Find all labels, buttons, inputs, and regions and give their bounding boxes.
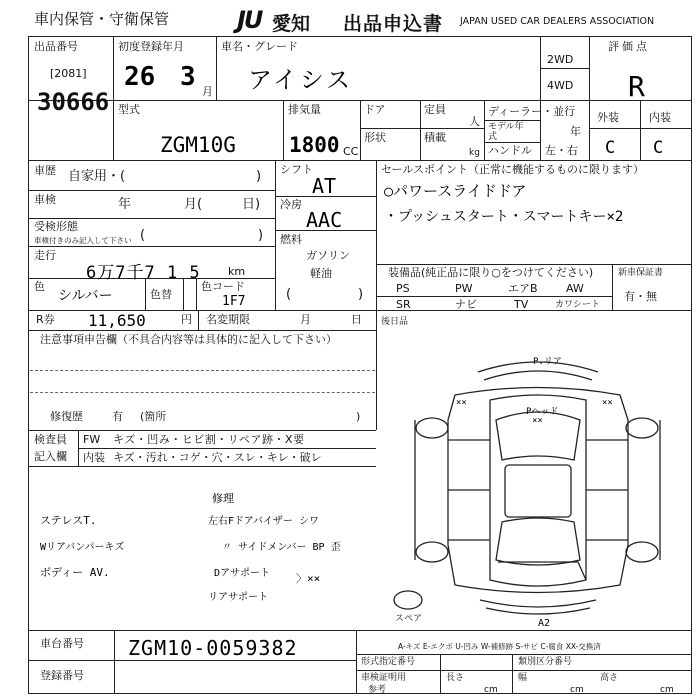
diagram-bottom-label: A2 [538,618,551,629]
color-change-label: 色替 [150,288,172,301]
repair-label: 修復歴 [50,410,83,423]
cm-unit-1: cm [484,685,498,695]
notes-label: 注意事項申告欄（不具合内容等は具体的に記入して下さい） [40,333,337,346]
exterior-damage-items: キズ・凹み・ヒビ割・リペア跡・X要 [113,433,305,446]
interior-label-2: 内装 [83,451,105,464]
tax-label: R券 [36,313,55,326]
fuel-label: 燃料 [280,233,302,246]
capacity-label: 定員 [424,103,446,116]
car-name-label: 車名・グレード [221,40,298,53]
displacement-value: 1800 [289,133,340,157]
inspection-year: 年 [118,197,132,212]
warranty-label: 新車保証書 [618,268,664,278]
score-value: R [628,70,645,103]
form-title: 出品申込書 [343,13,444,35]
interior-grade: C [653,138,664,158]
equip-leather-seat: カワシート [555,300,601,310]
tax-yen: 円 [181,313,192,326]
note-2: 左右Fドアバイザー シワ [208,516,319,527]
equip-aw: AW [566,282,584,295]
damage-legend: A-キズ E-エクボ U-凹み W-補修跡 S-サビ C-腐食 XX-交換済 [398,642,601,651]
shift-value: AT [312,174,337,198]
history-value: 自家用・( [68,169,126,184]
diagram-mid-label: Pヘッド [526,407,559,417]
mileage-value: 6万7千7 1 5 [86,263,201,283]
fuel-paren-open: ( [286,287,292,302]
lot-number: 30666 [37,88,110,116]
doors-label: ドア [364,103,386,116]
equip-pw: PW [455,282,473,295]
mileage-label: 走行 [34,249,56,262]
equipment-label: 装備品(純正品に限り○をつけてください) [388,266,594,279]
color-code-label: 色コード [201,280,245,293]
diagram-xx-right: ×× [602,398,613,408]
drive-2wd: 2WD [547,53,574,66]
spare-label: スペア [395,614,423,624]
lot-sub: [2081] [50,67,87,80]
drive-4wd: 4WD [547,79,574,92]
plate-label: 登録番号 [40,669,84,682]
length-label: 長さ [446,673,465,683]
sales-point-2: ・プッシュスタート・スマートキー×2 [384,209,624,225]
fuel-gasoline: ガソリン [306,249,350,262]
equip-navi: ナビ [455,298,477,311]
load-label: 積載 [424,131,446,144]
repair-paren: (箇所 [140,410,167,423]
first-reg-label: 初度登録年月 [118,40,184,53]
exterior-grade: C [605,138,616,158]
handle-label: ハンドル [488,144,532,157]
history-label: 車歴 [34,164,56,177]
note-7: 〉×× [296,572,321,585]
inspection-label: 車検 [34,193,56,206]
chassis-label: 車台番号 [40,637,84,650]
note-3: Wリアバンパーキズ [40,542,125,553]
fw-label: FW [83,433,101,446]
cm-unit-2: cm [570,685,584,695]
sales-point-1: ○パワースライドドア [384,182,527,200]
note-6: Dアサポート [214,568,271,579]
cc-unit: CC [343,145,359,158]
height-label: 高さ [600,673,619,683]
diagram-rear-label: P.リア [533,357,562,367]
equip-tv: TV [514,298,529,311]
tax-value: 11,650 [88,311,146,330]
ju-logo: JU [237,6,262,34]
chassis-number: ZGM10-0059382 [128,636,298,660]
month-unit: 月 [202,85,213,98]
fuel-diesel: 軽油 [310,267,332,280]
km-unit: km [228,265,246,278]
receive-note: 車検付きのみ記入して下さい [34,236,132,245]
storage-type: 車内保管・守衛保管 [34,10,170,28]
repair-value: 有 [112,410,123,423]
model-code: ZGM10G [160,133,236,157]
inspector-label-2: 記入欄 [34,450,67,463]
receive-label: 受検形態 [34,220,78,233]
sales-points-label: セールスポイント（正常に機能するものに限ります） [381,163,645,176]
ac-label: 冷房 [280,198,302,211]
receive-paren-close: ) [258,228,264,243]
note-8: リアサポート [208,592,268,603]
receive-paren-open: ( [140,228,146,243]
diagram-xx-left: ×× [456,398,467,408]
deadline-day: 日 [351,313,362,326]
interior-damage-items: キズ・汚れ・コゲ・穴・スレ・キレ・破レ [113,451,322,464]
ac-value: AAC [306,208,343,232]
later-items-label: 後日品 [381,317,409,327]
model-label: 型式 [118,103,140,116]
note-4: 〃 サイドメンバー BP 歪 [222,542,341,553]
org-name-jp: 愛知 [272,13,311,35]
deadline-month: 月 [300,313,311,326]
type-designation-label: 形式指定番号 [361,657,416,667]
model-year-label: モデル年式 [488,122,524,142]
lot-label: 出品番号 [34,40,78,53]
width-label: 幅 [518,673,528,683]
shift-label: シフト [280,163,313,176]
exterior-label: 外装 [597,111,619,124]
car-name: アイシス [248,66,354,94]
inspector-label: 検査員 [34,433,67,446]
note-5: ボディー AV. [40,566,110,579]
equip-sr: SR [396,298,411,311]
org-name-en: JAPAN USED CAR DEALERS ASSOCIATION [460,16,655,27]
score-label: 評価点 [608,40,650,53]
person-unit: 人 [469,115,480,128]
year-unit: 年 [570,125,581,138]
equip-ps: PS [396,282,410,295]
deadline-label: 名変期限 [206,313,250,326]
color-code-value: 1F7 [222,294,246,309]
color-label: 色 [34,280,45,293]
first-reg-year: 26 [124,62,156,92]
repair-paren-close: ) [356,410,361,423]
history-paren: ) [256,169,262,184]
color-value: シルバー [58,288,113,304]
cert-label: 車検証明用 [361,673,407,683]
reference-label: 参考 [368,685,387,695]
first-reg-month: 3 [180,62,196,92]
interior-label: 内装 [649,111,671,124]
fuel-paren-close: ) [358,287,364,302]
note-1: ステレスT. [40,514,97,527]
kg-unit: kg [469,148,480,158]
cm-unit-3: cm [660,685,674,695]
equip-airbag: エアB [508,282,538,295]
note-repair: 修理 [212,492,234,505]
shape-label: 形状 [364,131,386,144]
warranty-options: 有・無 [624,290,657,303]
handle-options: 左・右 [545,144,578,157]
category-number-label: 類別区分番号 [518,657,573,667]
inspection-month: 月( [184,197,203,212]
dealer-label: ディーラー・並行 [488,105,576,118]
displacement-label: 排気量 [288,103,321,116]
diagram-xx-center: ×× [532,416,543,426]
inspection-day: 日) [242,197,261,212]
